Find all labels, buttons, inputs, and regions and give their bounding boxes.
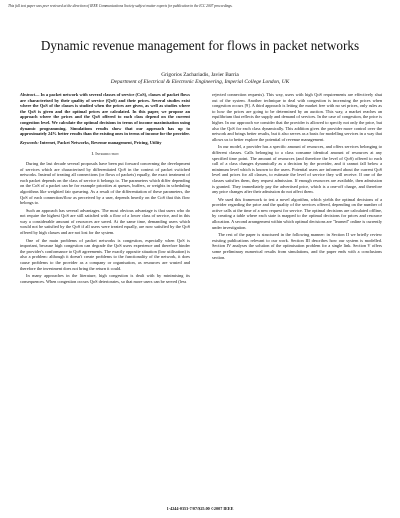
right-column [212, 92, 382, 262]
body-paragraph: In our model, a provider has a specific amount of resources, and offers services belonging to different classes. Calls belonging to a class consume identical amount of resources at any specified time point. The amount of resources (and therefore the level of QoS) offered to each call of a class changes dynamically as a decision by the provider, and it cannot fall below a minimum level which is known to the users. Potential users are informed about the current QoS level and prices for all classes, to estimate the level of service they will receive. If one of the classes satisfies them, they request admission. If enough resources are available, then admission is granted. They immediately pay the advertised price, which is a one-off charge, and therefore any price changes after their admission do not affect them. [212, 144, 382, 195]
paper-title: Dynamic revenue management for flows in packet networks [40, 38, 360, 53]
body-paragraph: rejected connection requests). This way, users with high QoS requirements are effectively shut out of the system. Another technique to deal with congestion is increasing the prices when congestion occurs [9]. A third approach is letting the market free with no set prices, only rules as to how the prices are going to be determined by an auction. This way, a market reaches an equilibrium that reflects the supply and demand of services. In the case of congestion, the price is higher. In our approach we consider that the provider is allowed to specify not only the price, but also the QoS for each class dynamically. This addition gives the provider more control over the network and brings better results, but it also serves as a basis for modelling services in a way that allows us to better explore the potential of revenue management. [212, 92, 382, 142]
intro-paragraph: During the last decade several proposals have been put forward concerning the development of services which are characterised by differentiated QoS in the context of packet switched networks. Instead of treating all connections (or flows of packets) equally, the exact treatment of each packet depends on the class of service it belongs to. The parameters which differ depending on the CoS of a packet can be for example priorities at queues, buffers, or weights in scheduling algorithms like weighted fair queueing. As a result of the differentiation of these parameters, the QoS of each connection/flow as perceived by a user, depends heavily on the CoS that this flow belongs to. [20, 160, 190, 206]
abstract-text: — In a packet network with several classes of service (CoS), classes of packet flows are characterised by their quality of service (QoS) and their prices. Several studies exist where the QoS of the classes is studied when the prices are given, as well as studies where the QoS is given and the optimal prices are calculated. In this paper, we propose an approach where the prices and the QoS offered to each class depend on the current congestion level. We calculate the optimal decisions in terms of income maximisation using dynamic programming. Simulations results show that our approach has up to approximately 24% better results than the existing ones in terms of income for the provider. [20, 92, 190, 137]
peer-review-notice: This full text paper was peer reviewed at the direction of IEEE Communications Society subject matter experts for publication in the ICC 2007 proceedings. [8, 4, 233, 8]
body-paragraph: The rest of the paper is structured in the following manner: in Section II we briefly review existing publications relevant to our work. Section III describes how our system is modelled. Section IV analyses the solution of the optimisation problem for a single link. Section V offers some preliminary numerical results from simulations, and the paper ends with a conclusions section. [212, 232, 382, 260]
keywords-text: Internet, Packet Networks, Revenue management, Pricing, Utility [38, 139, 162, 145]
body-paragraph: We used this framework to test a novel algorithm, which yields the optimal decisions of a provider regarding the price and the quality of the services offered, depending on the number of active calls at the time of a new request for service. The optimal decisions are calculated offline, by creating a table where each state is mapped to the optimal decisions for prices and resource allocation. A second arrangement within which optimal decisions are "learned" online is currently under investigation. [212, 196, 382, 230]
section-heading-introduction: I. Introduction [91, 151, 119, 157]
keywords-lead: Keywords: [20, 139, 39, 145]
left-column [20, 92, 190, 286]
paper-authors: Grigorios Zachariadis, Javier Barria [161, 72, 239, 78]
paper-affiliation: Department of Electrical & Electronic Engineering, Imperial College London, UK [110, 79, 290, 85]
keywords [20, 140, 190, 146]
intro-paragraph: One of the main problems of packet networks is congestion, especially when QoS is important, because high congestion can degrade the QoS users experience and therefore hinder the provider's conformance to QoS agreements. The exactly opposite situation (low utilisation) is also a problem: although it doesn't create problems to the functionality of the network, it does cause problems to the provider as a company or organisation, as resources are wasted and therefore the investment does not bring the return it could. [20, 237, 190, 271]
copyright-footer: 1-4244-0353-7/07/$25.00 ©2007 IEEE [166, 506, 234, 511]
abstract-lead: Abstract [20, 92, 35, 97]
intro-paragraph: Such an approach has several advantages. The most obvious advantage is that users who do not require the highest QoS are still satisfied with a flow of a lower class of service, and in this way a considerable amount of resources are saved. At the same time, demanding users which would not be satisfied by the QoS if all users were treated equally, are now satisfied by the QoS offered by high classes and are not lost for the system. [20, 207, 190, 236]
intro-paragraph: In many approaches in the literature, high congestion is dealt with by minimising its consequences. When congestion occurs QoS deteriorates, so that more users can be served (less [20, 273, 190, 284]
abstract [20, 92, 190, 137]
